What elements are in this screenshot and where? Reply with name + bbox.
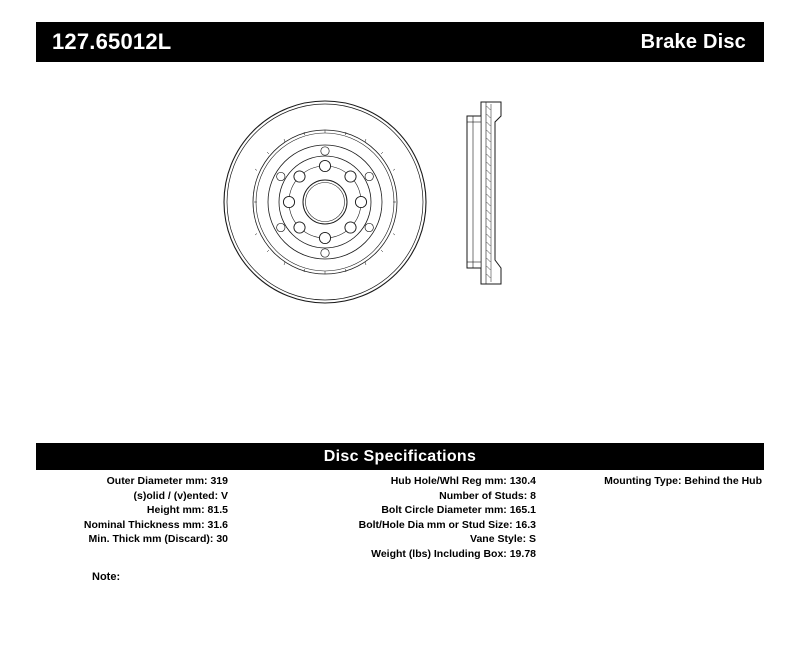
spec-item: (s)olid / (v)ented: V [133, 489, 228, 502]
spec-item: Hub Hole/Whl Reg mm: 130.4 [390, 475, 536, 487]
spec-item: Weight (lbs) Including Box: 19.78 [371, 547, 536, 560]
specs-table [36, 474, 764, 562]
spec-item: Number of Studs: 8 [439, 489, 536, 502]
spec-item: Outer Diameter mm: 319 [106, 475, 228, 487]
spec-item: Height mm: 81.5 [146, 504, 228, 517]
part-number: 127.65012L [52, 29, 172, 54]
rotor-front-view [224, 101, 426, 303]
specs-title-bar [36, 443, 764, 470]
specs-column-right [546, 474, 764, 489]
spec-item: Vane Style: S [470, 533, 536, 546]
specs-column-middle [236, 474, 546, 562]
spec-item: Nominal Thickness mm: 31.6 [83, 518, 228, 531]
spec-item: Bolt/Hole Dia mm or Stud Size: 16.3 [358, 518, 536, 531]
spec-item: Min. Thick mm (Discard): 30 [88, 533, 228, 546]
rotor-drawing-svg [190, 72, 610, 332]
specs-column-left [36, 474, 236, 547]
note-row [36, 571, 764, 583]
rotor-side-view [467, 102, 501, 284]
product-type-label: Brake Disc [640, 31, 746, 53]
specs-title: Disc Specifications [323, 447, 477, 465]
spec-item: Mounting Type: Behind the Hub [604, 475, 762, 487]
technical-drawing [36, 72, 764, 432]
header-bar [36, 22, 764, 62]
spec-item: Bolt Circle Diameter mm: 165.1 [381, 504, 536, 517]
note-label: Note: [92, 571, 121, 583]
